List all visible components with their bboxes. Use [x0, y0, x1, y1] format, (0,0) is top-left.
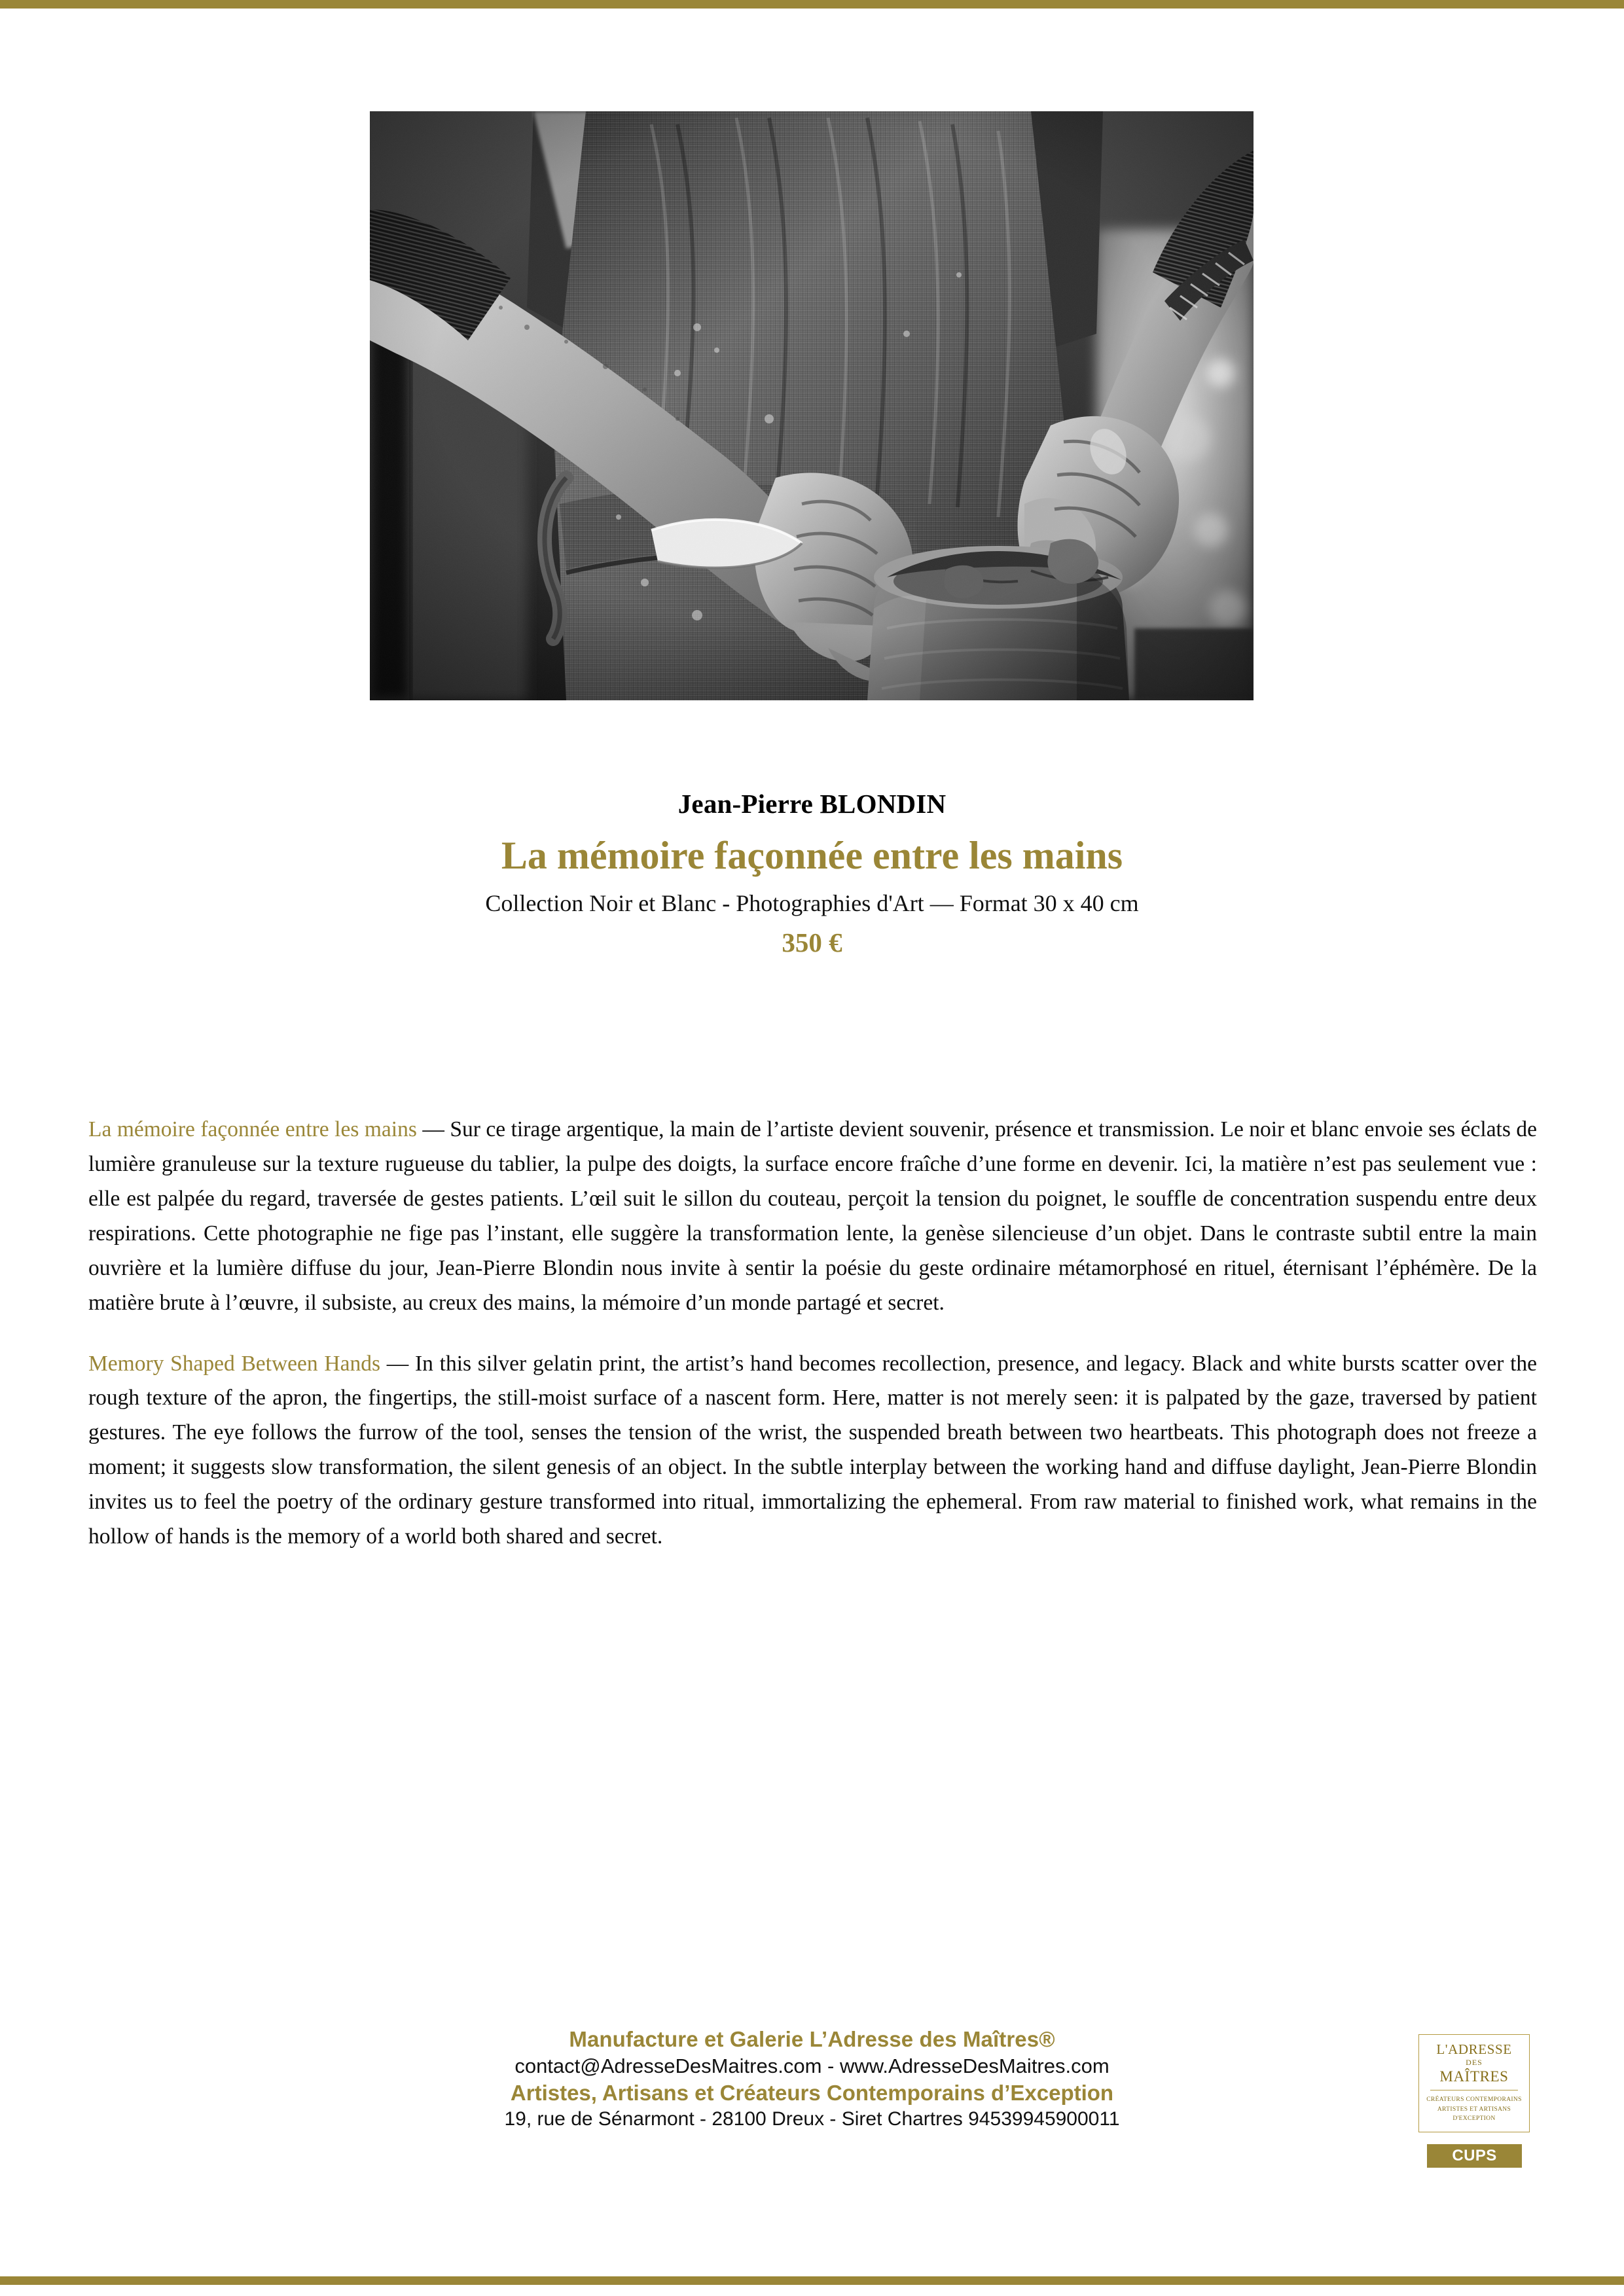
description-lead-fr: La mémoire façonnée entre les mains — [88, 1117, 417, 1141]
description-dash-en: — — [380, 1351, 415, 1376]
artist-name: Jean-Pierre BLONDIN — [677, 789, 947, 819]
footer — [0, 2026, 1624, 2132]
description-dash-fr: — — [416, 1117, 450, 1141]
description-body-fr: Sur ce tirage argentique, la main de l’artiste devient souvenir, présence et transmission. Le noir et blanc envoie ses éclats de lumière granuleuse sur la texture rugueuse du tablier, la pulpe des doigts, la surface encore fraîche d’une forme en devenir. Ici, la matière n’est pas seulement vue : elle est palpée du regard, traversée de gestes patients. L’œil suit le sillon du couteau, perçoit la tension du poignet, le souffle de concentration suspendu entre deux respirations. Cette photographie ne fige pas l’instant, elle suggère la transformation lente, la genèse silencieuse d’un objet. Dans le contraste subtil entre la main ouvrière et la lumière diffuse du jour, Jean-Pierre Blondin nous invite à sentir la poésie du geste ordinaire métamorphosé en rituel, éternisant l’éphémère. De la matière brute à l’œuvre, il subsiste, au creux des mains, la mémoire d’un monde partagé et secret. — [88, 1117, 1538, 1315]
logo-sub-createurs: CRÉATEURS CONTEMPORAINS — [1426, 2096, 1522, 2104]
work-title: La mémoire façonnée entre les mains — [501, 834, 1123, 877]
logo-sub-artistes: ARTISTES ET ARTISANS — [1437, 2106, 1511, 2113]
footer-address: 19, rue de Sénarmont - 28100 Dreux - Siret Chartres 94539945900011 — [504, 2108, 1120, 2130]
artwork-photograph — [370, 111, 1254, 700]
work-price: 350 € — [782, 927, 842, 958]
brand-logo-box — [1418, 2034, 1530, 2132]
brand-logo-area — [1418, 2034, 1530, 2168]
logo-line-maitres: MAÎTRES — [1439, 2068, 1509, 2085]
work-subtitle: Collection Noir et Blanc - Photographies d'Art — Format 30 x 40 cm — [485, 890, 1139, 916]
description-body-en: In this silver gelatin print, the artist’s hand becomes recollection, presence, and legacy. Black and white bursts scatter over the rough texture of the apron, the fingertips, the still-moist surface of a nascent form. Here, matter is not merely seen: it is palpated by the gaze, traversed by patient gestures. The eye follows the furrow of the tool, senses the tension of the wrist, the suspended breath between two heartbeats. This photograph does not freeze a moment; it suggests slow transformation, the silent genesis of an object. In the subtle interplay between the working hand and diffuse daylight, Jean-Pierre Blondin invites us to feel the poetry of the ordinary gesture transformed into ritual, immortalizing the ephemeral. From raw material to finished work, what remains in the hollow of hands is the memory of a world both shared and secret. — [88, 1351, 1538, 1549]
top-gold-rule — [0, 0, 1624, 9]
artwork-photo-illustration — [370, 111, 1254, 700]
footer-tagline: Artistes, Artisans et Créateurs Contemporains d’Exception — [510, 2080, 1114, 2105]
footer-contact[interactable]: contact@AdresseDesMaitres.com - www.AdresseDesMaitres.com — [514, 2054, 1110, 2078]
description-lead-en: Memory Shaped Between Hands — [88, 1351, 381, 1376]
description-section — [88, 1113, 1537, 1554]
logo-sub-exception: D'EXCEPTION — [1453, 2115, 1496, 2122]
footer-company: Manufacture et Galerie L’Adresse des Maîtres® — [569, 2027, 1055, 2051]
title-block — [0, 791, 1624, 958]
logo-line-des: DES — [1466, 2058, 1483, 2068]
logo-line-adresse: L'ADRESSE — [1436, 2041, 1512, 2057]
description-paragraph-en — [88, 1347, 1537, 1555]
description-paragraph-fr — [88, 1113, 1537, 1321]
bottom-gold-rule — [0, 2276, 1624, 2285]
cups-badge: CUPS — [1427, 2144, 1522, 2168]
